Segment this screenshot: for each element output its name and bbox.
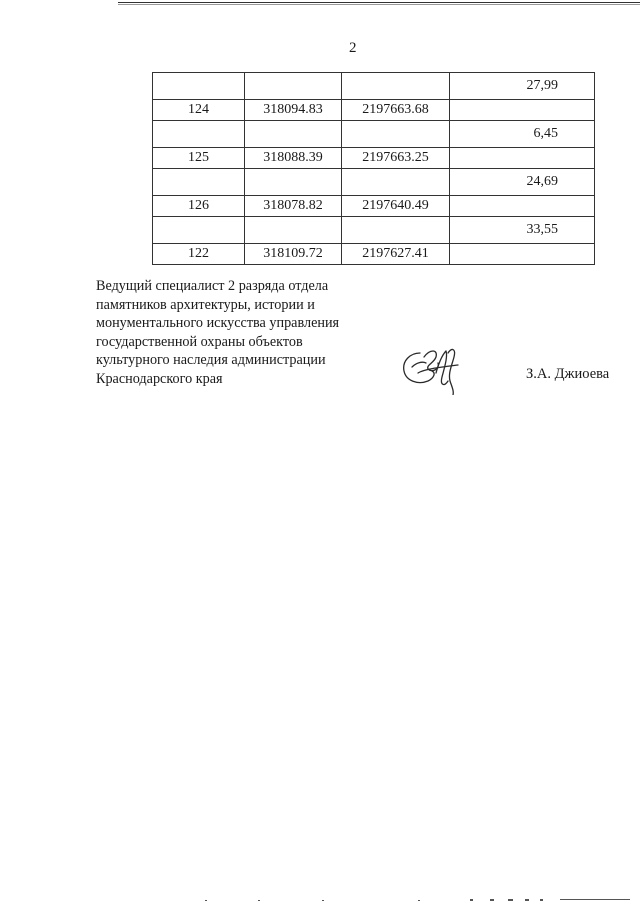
distance-cell xyxy=(450,148,595,169)
point-number-cell xyxy=(153,73,245,100)
x-coordinate-cell: 318078.82 xyxy=(245,196,342,217)
distance-cell: 24,69 xyxy=(450,169,595,196)
segment-row xyxy=(153,121,595,148)
y-coordinate-cell xyxy=(342,169,450,196)
x-coordinate-cell xyxy=(245,121,342,148)
point-number-cell: 125 xyxy=(153,148,245,169)
top-border-line xyxy=(118,2,640,3)
point-number-cell xyxy=(153,121,245,148)
position-line: культурного наследия администрации xyxy=(96,352,326,369)
scan-artifact-dots xyxy=(0,890,640,904)
position-line: памятников архитектуры, истории и xyxy=(96,296,315,313)
distance-cell: 27,99 xyxy=(450,73,595,100)
point-row xyxy=(153,196,595,217)
segment-row xyxy=(153,169,595,196)
segment-row xyxy=(153,73,595,100)
position-line: Ведущий специалист 2 разряда отдела xyxy=(96,278,329,294)
y-coordinate-cell: 2197627.41 xyxy=(342,244,450,265)
distance-cell xyxy=(450,196,595,217)
point-row xyxy=(153,148,595,169)
point-number-cell xyxy=(153,217,245,244)
y-coordinate-cell xyxy=(342,73,450,100)
x-coordinate-cell: 318088.39 xyxy=(245,148,342,169)
distance-cell xyxy=(450,244,595,265)
segment-row xyxy=(153,217,595,244)
distance-cell: 6,45 xyxy=(450,121,595,148)
top-border-line-secondary xyxy=(118,4,640,5)
x-coordinate-cell xyxy=(245,73,342,100)
distance-cell: 33,55 xyxy=(450,217,595,244)
position-line: монументального искусства управления xyxy=(96,315,340,332)
y-coordinate-cell: 2197663.68 xyxy=(342,100,450,121)
point-row xyxy=(153,100,595,121)
x-coordinate-cell: 318094.83 xyxy=(245,100,342,121)
y-coordinate-cell: 2197640.49 xyxy=(342,196,450,217)
point-number-cell xyxy=(153,169,245,196)
page-number: 2 xyxy=(349,40,357,56)
distance-cell xyxy=(450,100,595,121)
x-coordinate-cell: 318109.72 xyxy=(245,244,342,265)
x-coordinate-cell xyxy=(245,169,342,196)
coordinates-table xyxy=(152,72,595,265)
point-number-cell: 122 xyxy=(153,244,245,265)
x-coordinate-cell xyxy=(245,217,342,244)
handwritten-signature xyxy=(398,343,468,395)
point-row xyxy=(153,244,595,265)
signer-name: З.А. Джиоева xyxy=(526,366,610,382)
point-number-cell: 124 xyxy=(153,100,245,121)
signatory-position xyxy=(96,277,366,389)
position-line: Краснодарского края xyxy=(96,370,223,387)
y-coordinate-cell xyxy=(342,217,450,244)
position-line: государственной охраны объектов xyxy=(96,333,303,350)
y-coordinate-cell: 2197663.25 xyxy=(342,148,450,169)
point-number-cell: 126 xyxy=(153,196,245,217)
y-coordinate-cell xyxy=(342,121,450,148)
